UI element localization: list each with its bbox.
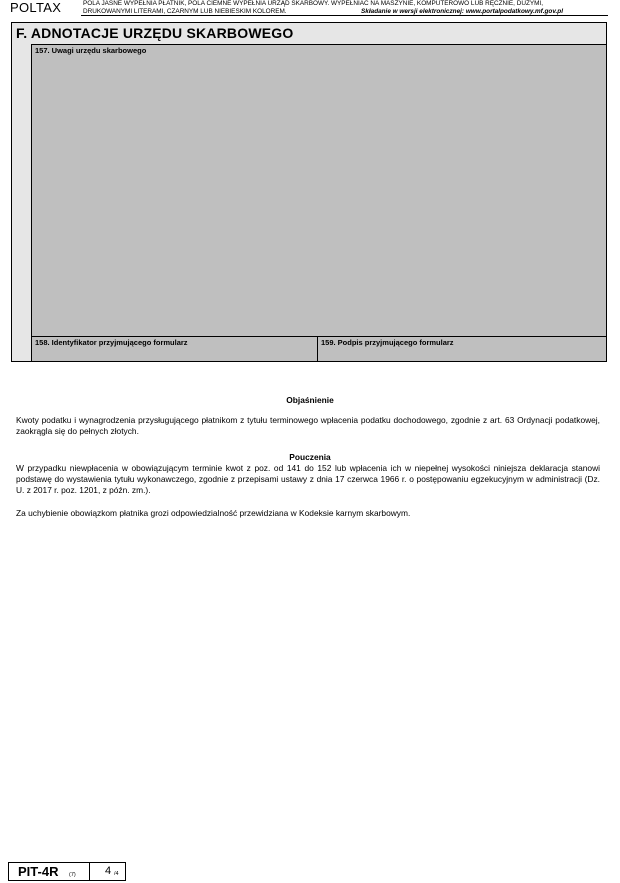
section-f-tax-office-annotations	[11, 22, 607, 362]
field-158-receiver-id[interactable]	[31, 336, 318, 362]
form-name: PIT-4R	[18, 864, 59, 879]
instructions-heading: Pouczenia	[289, 452, 331, 462]
explanation-heading: Objaśnienie	[286, 395, 334, 405]
header-instructions-line1: POLA JASNE WYPEŁNIA PŁATNIK, POLA CIEMNE WYPEŁNIA URZĄD SKARBOWY. WYPEŁNIAĆ NA MASZYNIE, KOMPUTEROWO LUB RĘCZNIE, DUŻYMI,	[83, 0, 543, 7]
field-158-label: 158. Identyfikator przyjmującego formularz	[35, 338, 188, 347]
instructions-text-1: W przypadku niewpłacenia w obowiązującym terminie kwot z poz. od 141 do 152 lub wpłacenia ich w niepełnej wysokości niniejsza deklaracja stanowi podstawę do wystawienia tytułu wykonawczego, zgodnie z przepisami ustawy z dnia 17 czerwca 1966 r. o postępowaniu egzekucyjnym w administracji (Dz. U. z 2017 r. poz. 1201, z późn. zm.).	[16, 463, 600, 496]
header-instructions-line2: DRUKOWANYMI LITERAMI, CZARNYM LUB NIEBIESKIM KOLOREM.	[83, 7, 287, 15]
page-number: 4	[105, 865, 112, 877]
page-total: /4	[114, 871, 119, 877]
field-157-label: 157. Uwagi urzędu skarbowego	[35, 46, 147, 55]
footer-separator	[89, 863, 90, 880]
instructions-text-2: Za uchybienie obowiązkom płatnika grozi odpowiedzialność przewidziana w Kodeksie karnym skarbowym.	[16, 508, 411, 518]
header-eform-note: Składanie w wersji elektronicznej: www.portalpodatkowy.mf.gov.pl	[361, 7, 563, 15]
field-159-receiver-signature[interactable]	[318, 336, 607, 362]
field-159-label: 159. Podpis przyjmującego formularz	[321, 338, 454, 347]
form-variant: (7)	[69, 872, 76, 878]
field-157-tax-office-remarks[interactable]	[31, 44, 607, 358]
section-f-title: F. ADNOTACJE URZĘDU SKARBOWEGO	[16, 25, 294, 41]
form-footer	[8, 862, 126, 881]
poltax-brand: POLTAX	[10, 0, 62, 15]
page-header	[0, 0, 620, 16]
header-divider	[81, 15, 608, 16]
explanation-text: Kwoty podatku i wynagrodzenia przysługującego płatnikom z tytułu terminowego wpłacenia podatku dochodowego, zgodnie z art. 63 Ordynacji podatkowej, zaokrągla się do pełnych złotych.	[16, 415, 600, 437]
